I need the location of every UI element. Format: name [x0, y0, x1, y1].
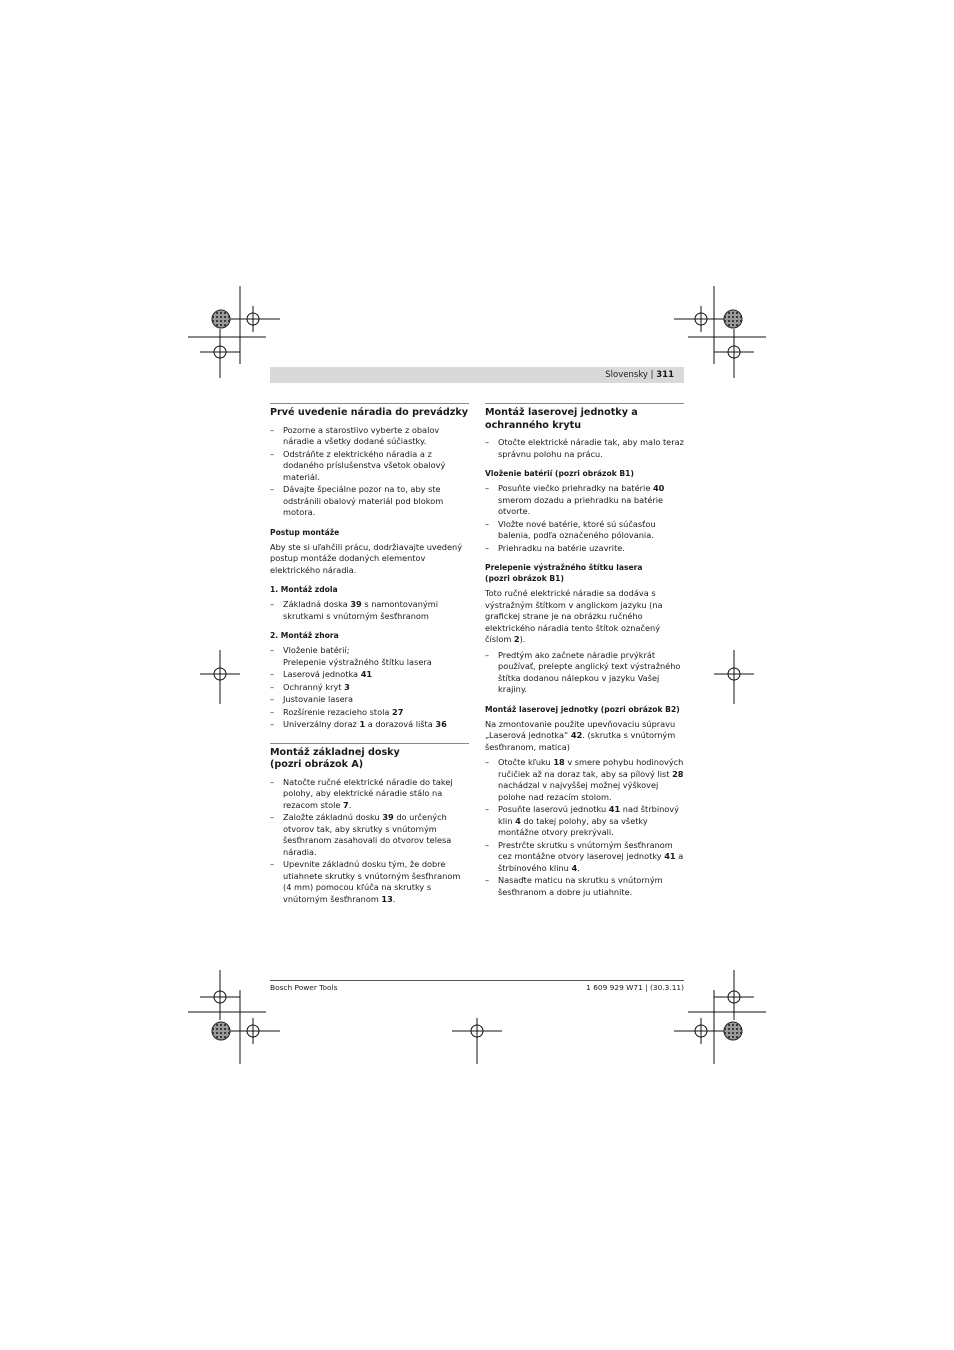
header-text — [605, 369, 674, 381]
list-item: – Otočte kľuku 18 v smere pohybu hodinových ručičiek až na doraz tak, aby sa pílový list 28 nachádzal v najvyššej možnej výškovej polohe nad rezacím stolom. — [485, 757, 684, 803]
header-language: Slovensky — [605, 370, 648, 380]
list-item: – Rozšírenie rezacieho stola 27 — [270, 707, 469, 719]
list-item: – Ochranný kryt 3 — [270, 682, 469, 694]
list-item: – Založte základnú dosku 39 do určených otvorov tak, aby skrutky s vnútorným šesťhranom zasahovali do otvorov telesa náradia. — [270, 812, 469, 858]
list-item: – Pozorne a starostlivo vyberte z obalov náradie a všetky dodané súčiastky. — [270, 425, 469, 448]
page-number: 311 — [656, 370, 674, 380]
list-item: – Upevnite základnú dosku tým, že dobre utiahnete skrutky s vnútorným šesťhranom (4 mm) pomocou kľúča na skrutky s vnútorným šesťhranom 13. — [270, 859, 469, 905]
warning-label-text: Toto ručné elektrické náradie sa dodáva s výstražným štítkom v anglickom jazyku (na grafickej strane je na obrázku ručného elektrického náradia tento štítok označený číslom 2). — [485, 588, 663, 644]
subsection-title-top-assembly: 2. Montáž zhora — [270, 631, 339, 640]
first-use-list — [270, 425, 469, 519]
list-item: – Otočte elektrické náradie tak, aby malo teraz správnu polohu na prácu. — [485, 437, 684, 460]
assembly-procedure-text: Aby ste si uľahčili prácu, dodržiavajte uvedený postup montáže dodaných elementov elektrického náradia. — [270, 541, 463, 575]
list-item: – Dávajte špeciálne pozor na to, aby ste odstránili obalový materiál pod blokom motora. — [270, 484, 469, 519]
section-title-base-plate: Montáž základnej dosky (pozri obrázok A) — [270, 743, 469, 772]
warning-label-list — [485, 650, 684, 696]
list-item: – Vložte nové batérie, ktoré sú súčasťou balenia, podľa označeného pólovania. — [485, 519, 684, 542]
base-plate-list — [270, 777, 469, 906]
subsection-title-assembly-procedure: Postup montáže — [270, 527, 340, 537]
laser-unit-list — [485, 437, 684, 460]
section-title-first-use: Prvé uvedenie náradia do prevádzky — [270, 403, 469, 420]
list-item: – Natočte ručné elektrické náradie do takej polohy, aby elektrické náradie stálo na rezacom stole 7. — [270, 777, 469, 812]
list-item: – Predtým ako začnete náradie prvýkrát používať, prelepte anglický text výstražného štítka dodanou nálepkou v jazyku Vašej krajiny. — [485, 650, 684, 696]
list-item: – Laserová jednotka 41 — [270, 669, 469, 681]
page-header — [270, 367, 684, 383]
right-column — [485, 403, 684, 902]
list-item: – Nasaďte maticu na skrutku s vnútorným šesťhranom a dobre ju utiahnite. — [485, 875, 684, 898]
subsection-title-batteries: Vloženie batérií (pozri obrázok B1) — [485, 469, 634, 478]
top-assembly-list — [270, 645, 469, 731]
list-item: – Prestrčte skrutku s vnútorným šesťhranom cez montážne otvory laserovej jednotky 41 a štrbinového klinu 4. — [485, 840, 684, 875]
list-item: – Vloženie batérií; Prelepenie výstražného štítku lasera — [270, 645, 469, 668]
list-item: – Univerzálny doraz 1 a dorazová lišta 36 — [270, 719, 469, 731]
footer-divider — [270, 980, 684, 981]
list-item: – Základná doska 39 s namontovanými skrutkami s vnútorným šesťhranom — [270, 599, 469, 622]
footer-brand: Bosch Power Tools — [270, 983, 338, 992]
left-column — [270, 403, 469, 909]
batteries-list — [485, 483, 684, 554]
header-separator: | — [650, 370, 654, 380]
list-item: – Justovanie lasera — [270, 694, 469, 706]
section-title-laser-unit: Montáž laserovej jednotky a ochranného krytu — [485, 403, 684, 432]
bottom-assembly-list — [270, 599, 469, 622]
footer-doc-number: 1 609 929 W71 | (30.3.11) — [586, 983, 684, 992]
laser-mount-text: Na zmontovanie použite upevňovaciu súpravu „Laserová jednotka“ 42. (skrutka s vnútorným šesťhranom, matica) — [485, 718, 676, 752]
list-item: – Posuňte laserovú jednotku 41 nad štrbinový klin 4 do takej polohy, aby sa všetky montážne otvory prekrývali. — [485, 804, 684, 839]
list-item: – Priehradku na batérie uzavrite. — [485, 543, 684, 555]
list-item: – Posuňte viečko priehradky na batérie 40 smerom dozadu a priehradku na batérie otvorte. — [485, 483, 684, 518]
laser-mount-list — [485, 757, 684, 898]
list-item: – Odstráňte z elektrického náradia a z dodaného príslušenstva všetok obalový materiál. — [270, 449, 469, 484]
subsection-title-warning-label: Prelepenie výstražného štítku lasera (pozri obrázok B1) — [485, 563, 643, 583]
subsection-title-laser-mount: Montáž laserovej jednotky (pozri obrázok B2) — [485, 704, 680, 714]
subsection-title-bottom-assembly: 1. Montáž zdola — [270, 585, 338, 594]
